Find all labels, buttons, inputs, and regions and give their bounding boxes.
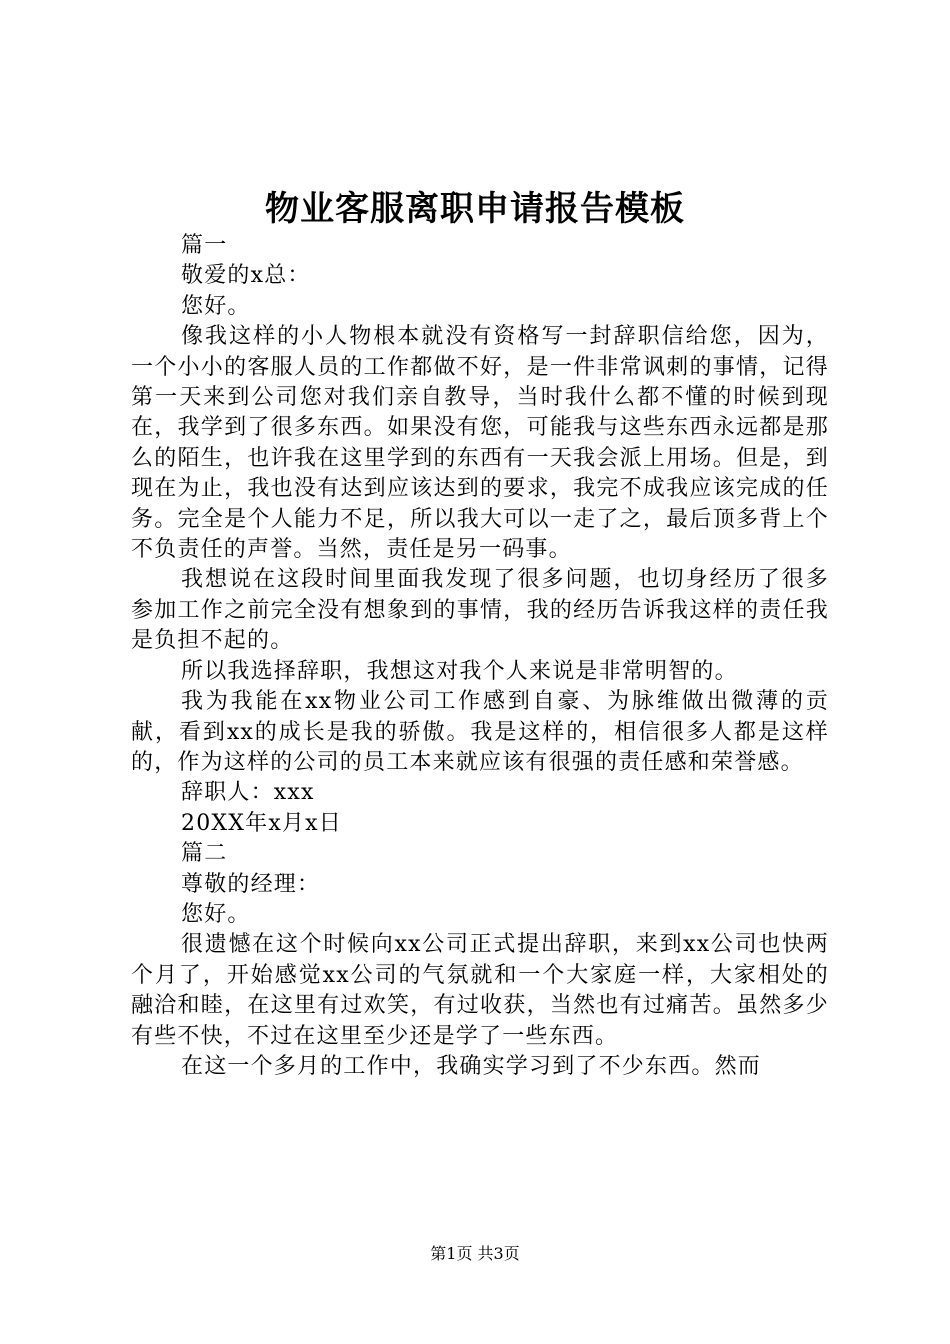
date-line: 20XX年x月x日 bbox=[181, 810, 342, 836]
document-body bbox=[131, 231, 829, 1082]
body-paragraph: 在这一个多月的工作中，我确实学习到了不少东西。然而 bbox=[181, 1053, 762, 1079]
body-paragraph: 我想说在这段时间里面我发现了很多问题，也切身经历了很多参加工作之前完全没有想象到的事情，我的经历告诉我这样的责任我是负担不起的。 bbox=[131, 567, 829, 654]
greeting: 您好。 bbox=[181, 293, 251, 319]
page-indicator: 第1页 共3页 bbox=[430, 1244, 520, 1263]
body-paragraph: 像我这样的小人物根本就没有资格写一封辞职信给您，因为，一个小小的客服人员的工作都做不好，是一件非常讽刺的事情，记得第一天来到公司您对我们亲自教导，当时我什么都不懂的时候到现在，我学到了很多东西。如果没有您，可能我与这些东西永远都是那么的陌生，也许我在这里学到的东西有一天我会派上用场。但是，到现在为止，我也没有达到应该达到的要求，我完不成我应该完成的任务。完全是个人能力不足，所以我大可以一走了之，最后顶多背上个不负责任的声誉。当然，责任是另一码事。 bbox=[131, 324, 829, 563]
greeting: 您好。 bbox=[181, 901, 251, 927]
signature-line: 辞职人：xxx bbox=[181, 780, 315, 806]
salutation: 敬爱的x总： bbox=[181, 263, 311, 289]
salutation: 尊敬的经理： bbox=[181, 871, 321, 897]
body-paragraph: 我为我能在xx物业公司工作感到自豪、为脉维做出微薄的贡献，看到xx的成长是我的骄傲。我是这样的，相信很多人都是这样的，作为这样的公司的员工本来就应该有很强的责任感和荣誉感。 bbox=[131, 689, 829, 775]
body-paragraph: 所以我选择辞职，我想这对我个人来说是非常明智的。 bbox=[181, 658, 738, 684]
body-paragraph: 很遗憾在这个时候向xx公司正式提出辞职，来到xx公司也快两个月了，开始感觉xx公司的气氛就和一个大家庭一样，大家相处的融洽和睦，在这里有过欢笑，有过收获，当然也有过痛苦。虽然多少有些不快，不过在这里至少还是学了一些东西。 bbox=[131, 932, 829, 1049]
section-heading: 篇二 bbox=[181, 841, 228, 867]
section-heading: 篇一 bbox=[181, 233, 228, 258]
document-title: 物业客服离职申请报告模板 bbox=[265, 189, 685, 229]
